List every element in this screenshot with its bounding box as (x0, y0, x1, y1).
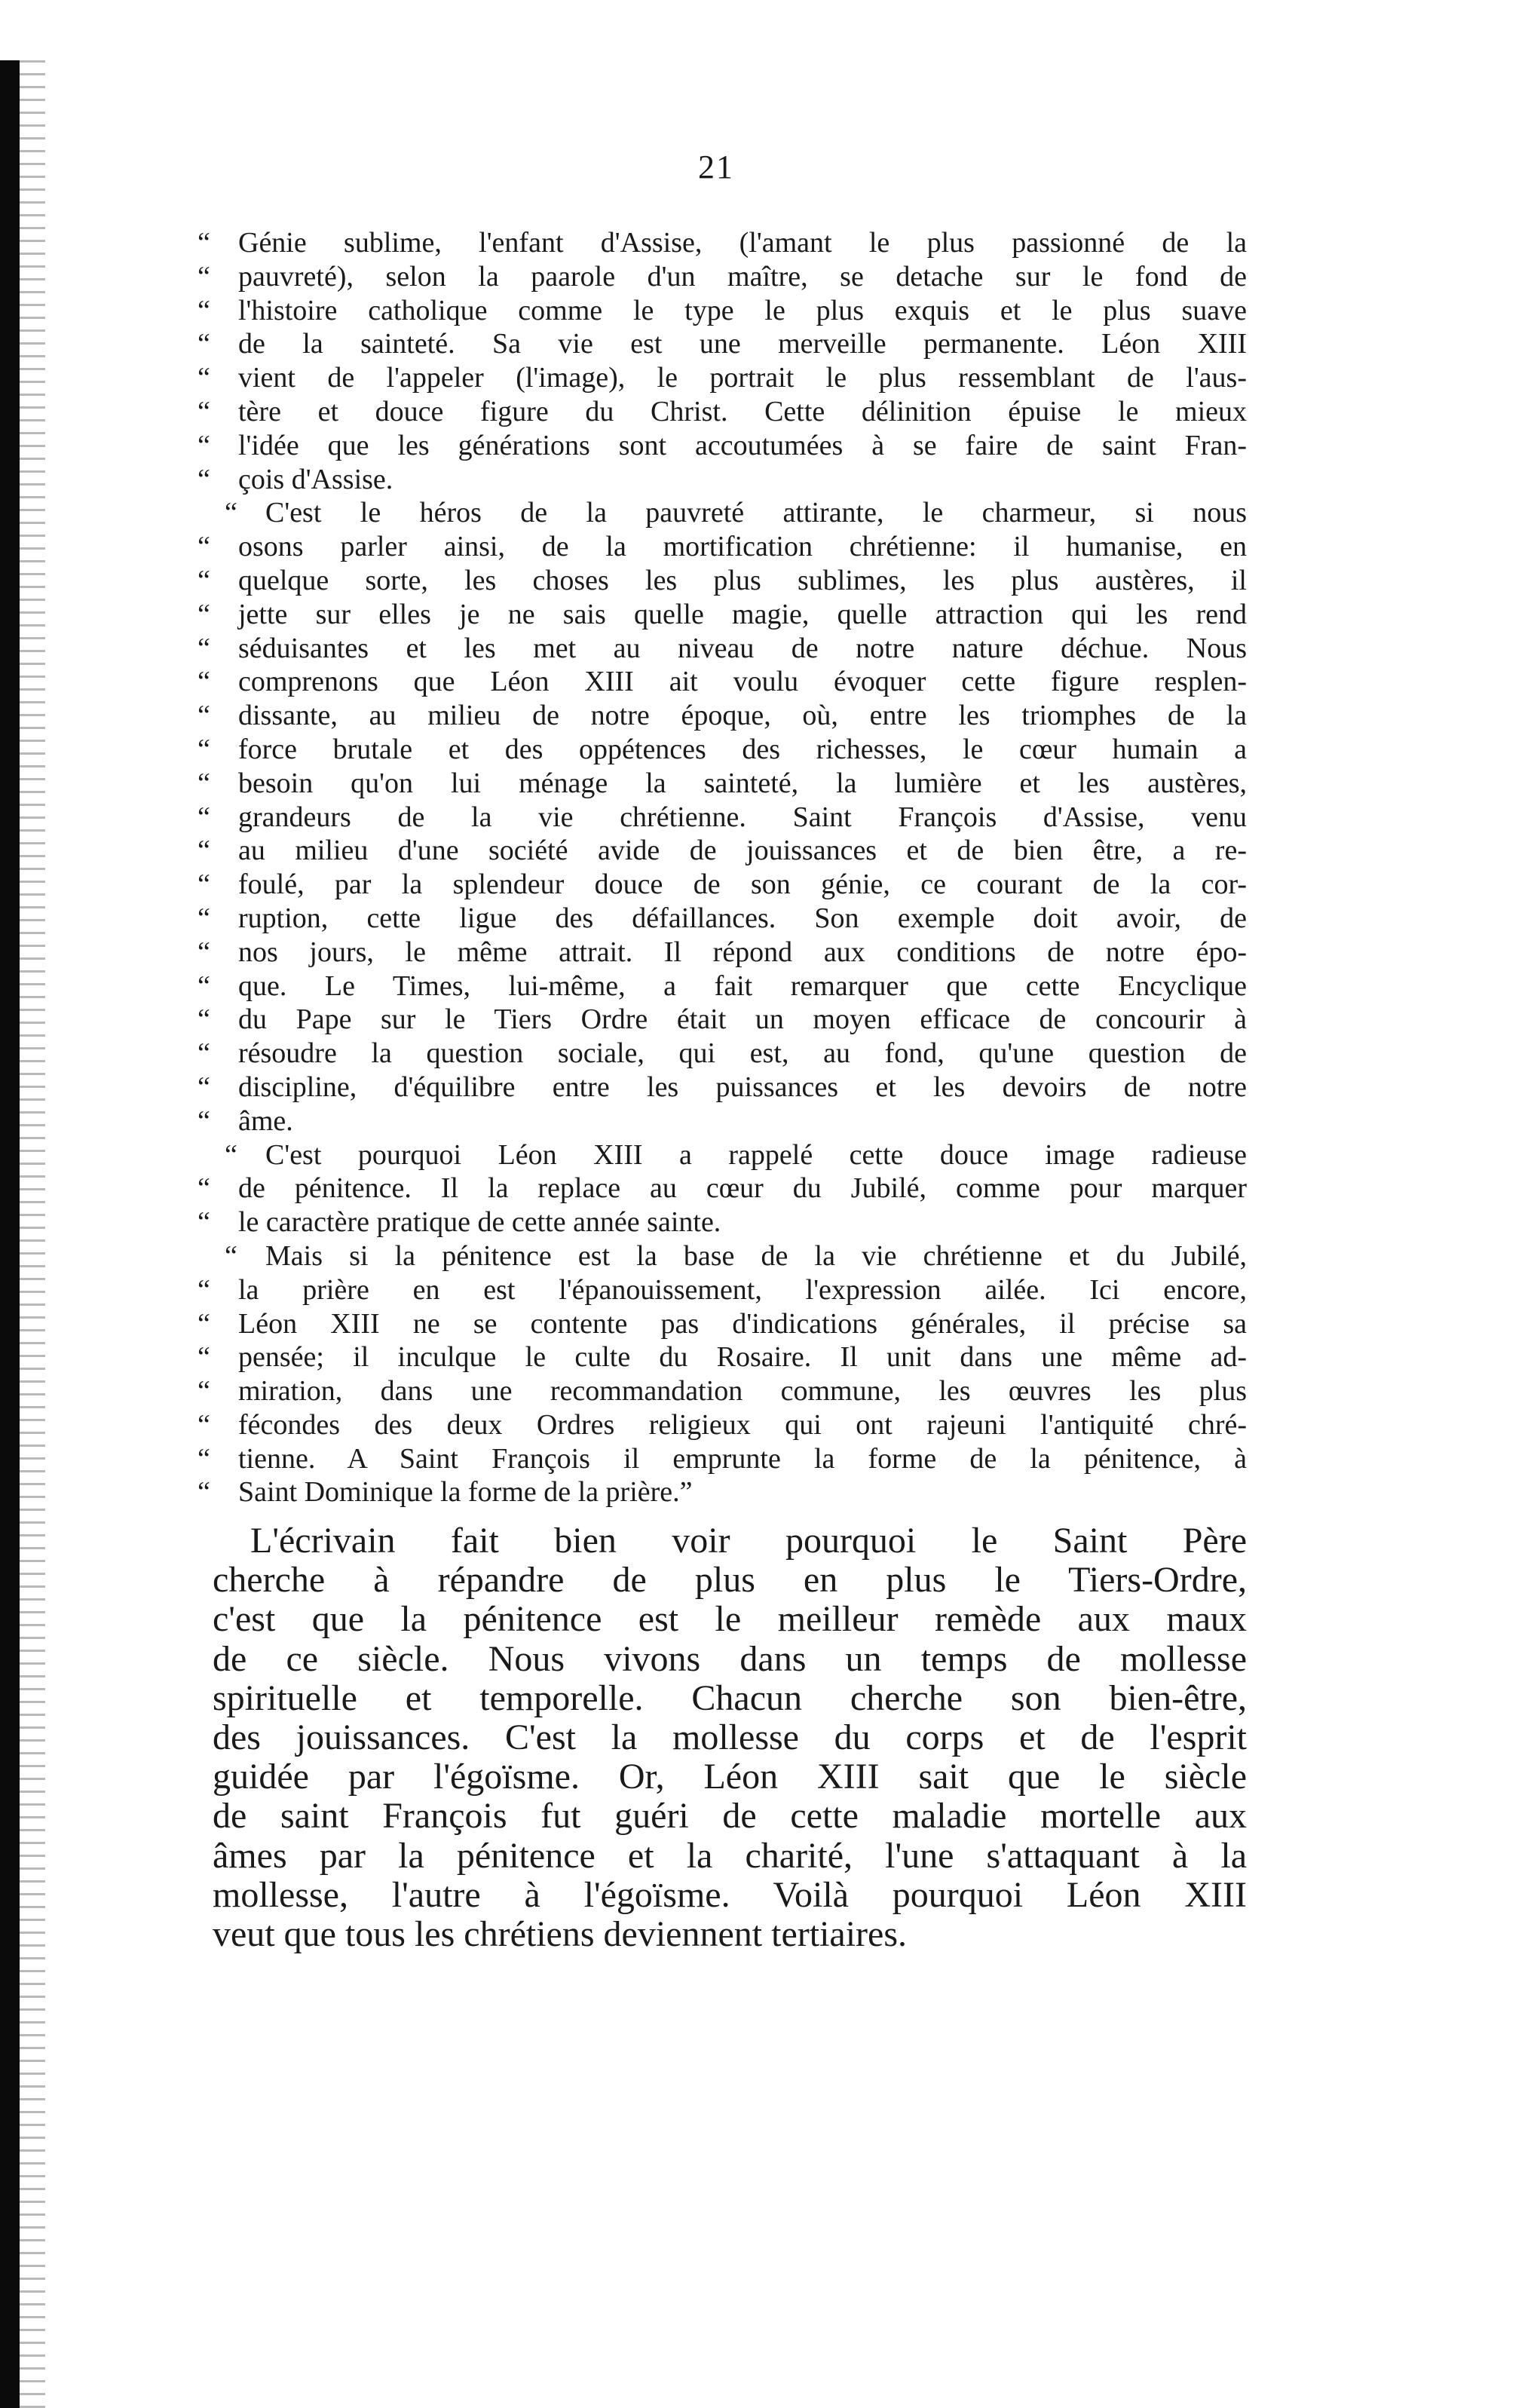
quote-mark: “ (197, 362, 210, 394)
quote-line (197, 429, 1247, 463)
body-line: des jouissances. C'est la mollesse du corps et de l'esprit (213, 1717, 1247, 1757)
quote-mark: “ (197, 632, 210, 664)
quote-line (197, 834, 1247, 868)
quote-line-text: discipline, d'équilibre entre les puissances et les devoirs de notre (238, 1071, 1247, 1103)
quote-line (197, 1273, 1247, 1307)
quote-mark: “ (197, 835, 210, 867)
quote-line-text: Génie sublime, l'enfant d'Assise, (l'amant le plus passionné de la (238, 227, 1247, 259)
quote-mark: “ (197, 328, 210, 360)
body-line: guidée par l'égoïsme. Or, Léon XIII sait que le siècle (213, 1757, 1247, 1797)
quote-line-text: du Pape sur le Tiers Ordre était un moyen efficace de concourir à (238, 1003, 1247, 1036)
quote-mark: “ (197, 767, 210, 799)
quote-line (197, 1138, 1247, 1172)
quote-mark: “ (197, 429, 210, 461)
quote-line (197, 632, 1247, 666)
quote-line (197, 1239, 1247, 1273)
quote-mark: “ (197, 1172, 210, 1205)
body-line: c'est que la pénitence est le meilleur remède aux maux (213, 1599, 1247, 1640)
body-line: de ce siècle. Nous vivons dans un temps de mollesse (213, 1638, 1247, 1679)
quote-mark: “ (197, 1476, 210, 1509)
quote-line (197, 665, 1247, 699)
quote-line (197, 496, 1247, 530)
quote-line (197, 598, 1247, 632)
quote-mark: “ (197, 260, 210, 293)
quote-line-text: vient de l'appeler (l'image), le portrait le plus ressemblant de l'aus- (238, 362, 1247, 394)
quote-line-text: foulé, par la splendeur douce de son génie, ce courant de la cor- (238, 869, 1247, 901)
quote-line (197, 463, 1247, 497)
quote-mark: “ (225, 1239, 237, 1272)
quote-line-text: grandeurs de la vie chrétienne. Saint François d'Assise, venu (238, 801, 1247, 833)
body-paragraph (213, 1521, 1247, 1954)
quote-mark: “ (197, 1375, 210, 1408)
quote-line-text: nos jours, le même attrait. Il répond aux conditions de notre épo- (238, 936, 1247, 968)
quote-mark: “ (197, 1037, 210, 1070)
quote-line-text: de la sainteté. Sa vie est une merveille permanente. Léon XIII (238, 328, 1247, 360)
quote-line (197, 699, 1247, 733)
body-line: de saint François fut guéri de cette maladie mortelle aux (213, 1796, 1247, 1837)
quote-line-text: quelque sorte, les choses les plus sublimes, les plus austères, il (238, 564, 1247, 596)
body-line: spirituelle et temporelle. Chacun cherche son bien-être, (213, 1677, 1247, 1718)
quote-line-text: C'est pourquoi Léon XIII a rappelé cette douce image radieuse (265, 1138, 1247, 1171)
quote-line (197, 226, 1247, 260)
quote-line (197, 1340, 1247, 1374)
quote-line-text: Mais si la pénitence est la base de la vie chrétienne et du Jubilé, (265, 1239, 1247, 1272)
quote-line-text: le caractère pratique de cette année sainte. (238, 1206, 721, 1239)
quote-mark: “ (197, 869, 210, 901)
quote-line (197, 530, 1247, 564)
quote-line (197, 1408, 1247, 1442)
quote-line (197, 294, 1247, 328)
quote-line (197, 564, 1247, 598)
quote-mark: “ (197, 666, 210, 698)
quote-line (197, 395, 1247, 429)
quote-line (197, 1307, 1247, 1341)
quote-mark: “ (197, 227, 210, 259)
quote-line-text: pensée; il inculque le culte du Rosaire. Il unit dans une même ad- (238, 1341, 1247, 1374)
body-line: veut que tous les chrétiens deviennent tertiaires. (213, 1913, 908, 1954)
body-line: L'écrivain fait bien voir pourquoi le Saint Père (250, 1521, 1247, 1561)
quote-line (197, 1442, 1247, 1476)
quote-mark: “ (197, 801, 210, 833)
quote-line-text: l'idée que les générations sont accoutumées à se faire de saint Fran- (238, 429, 1247, 461)
quote-line (197, 868, 1247, 902)
quote-mark: “ (197, 1341, 210, 1374)
quote-line (197, 1003, 1247, 1037)
quote-line-text: au milieu d'une société avide de jouissances et de bien être, a re- (238, 835, 1247, 867)
scan-binding-edge (0, 60, 20, 2408)
quote-mark: “ (197, 1442, 210, 1475)
quote-mark: “ (225, 497, 237, 529)
quote-mark: “ (197, 598, 210, 630)
quote-line (197, 1104, 1247, 1138)
quote-mark: “ (197, 902, 210, 934)
quote-line-text: Saint Dominique la forme de la prière.” (238, 1476, 693, 1509)
quote-line-text: C'est le héros de la pauvreté attirante, le charmeur, si nous (265, 497, 1247, 529)
quote-line-text: fécondes des deux Ordres religieux qui ont rajeuni l'antiquité chré- (238, 1408, 1247, 1441)
quote-line-text: dissante, au milieu de notre époque, où, entre les triomphes de la (238, 700, 1247, 732)
quote-line (197, 767, 1247, 801)
quote-mark: “ (197, 294, 210, 326)
quote-mark: “ (197, 1408, 210, 1441)
quote-line (197, 1374, 1247, 1408)
quote-line-text: besoin qu'on lui ménage la sainteté, la lumière et les austères, (238, 767, 1247, 799)
quote-line-text: que. Le Times, lui-même, a fait remarquer que cette Encyclique (238, 970, 1247, 1002)
quote-mark: “ (197, 733, 210, 765)
quote-mark: “ (197, 1104, 210, 1137)
quote-line-text: çois d'Assise. (238, 463, 393, 495)
quote-mark: “ (225, 1138, 237, 1171)
quote-mark: “ (197, 1206, 210, 1239)
page-number: 21 (698, 149, 734, 185)
quote-line (197, 970, 1247, 1003)
quote-mark: “ (197, 700, 210, 732)
body-line: âmes par la pénitence et la charité, l'une s'attaquant à la (213, 1835, 1247, 1876)
quote-line (197, 936, 1247, 970)
quote-mark: “ (197, 1273, 210, 1306)
quote-line (197, 1172, 1247, 1206)
quote-line-text: de pénitence. Il la replace au cœur du Jubilé, comme pour marquer (238, 1172, 1247, 1205)
quote-line (197, 1071, 1247, 1104)
quote-line-text: comprenons que Léon XIII ait voulu évoquer cette figure resplen- (238, 666, 1247, 698)
quote-line-text: la prière en est l'épanouissement, l'expression ailée. Ici encore, (238, 1273, 1247, 1306)
quote-line (197, 1475, 1247, 1509)
quote-line-text: Léon XIII ne se contente pas d'indications générales, il précise sa (238, 1307, 1247, 1340)
quoted-passage (197, 226, 1247, 1509)
quote-line-text: pauvreté), selon la paarole d'un maître, se detache sur le fond de (238, 260, 1247, 293)
quote-line-text: ruption, cette ligue des défaillances. Son exemple doit avoir, de (238, 902, 1247, 934)
quote-line (197, 361, 1247, 395)
quote-mark: “ (197, 1071, 210, 1103)
quote-line-text: miration, dans une recommandation commune, les œuvres les plus (238, 1375, 1247, 1408)
quote-line-text: séduisantes et les met au niveau de notre nature déchue. Nous (238, 632, 1247, 664)
quote-mark: “ (197, 395, 210, 427)
quote-line-text: jette sur elles je ne sais quelle magie, quelle attraction qui les rend (238, 598, 1247, 630)
quote-mark: “ (197, 1003, 210, 1036)
quote-line-text: force brutale et des oppétences des richesses, le cœur humain a (238, 733, 1247, 765)
quote-line-text: tienne. A Saint François il emprunte la forme de la pénitence, à (238, 1442, 1247, 1475)
quote-line (197, 327, 1247, 361)
quote-mark: “ (197, 463, 210, 495)
body-line: cherche à répandre de plus en plus le Tiers-Ordre, (213, 1560, 1247, 1601)
quote-line-text: tère et douce figure du Christ. Cette délinition épuise le mieux (238, 395, 1247, 427)
quote-line (197, 902, 1247, 936)
quote-line (197, 1037, 1247, 1071)
quote-line-text: l'histoire catholique comme le type le plus exquis et le plus suave (238, 294, 1247, 326)
quote-line (197, 260, 1247, 294)
quote-mark: “ (197, 1307, 210, 1340)
quote-line-text: osons parler ainsi, de la mortification chrétienne: il humanise, en (238, 531, 1247, 563)
quote-line-text: âme. (238, 1104, 293, 1137)
quote-mark: “ (197, 970, 210, 1002)
scan-edge-noise (20, 60, 45, 2408)
quote-line (197, 801, 1247, 835)
quote-mark: “ (197, 531, 210, 563)
quote-line (197, 733, 1247, 767)
quote-line-text: résoudre la question sociale, qui est, au fond, qu'une question de (238, 1037, 1247, 1070)
quote-line (197, 1206, 1247, 1239)
body-line: mollesse, l'autre à l'égoïsme. Voilà pourquoi Léon XIII (213, 1874, 1247, 1915)
quote-mark: “ (197, 936, 210, 968)
quote-mark: “ (197, 564, 210, 596)
